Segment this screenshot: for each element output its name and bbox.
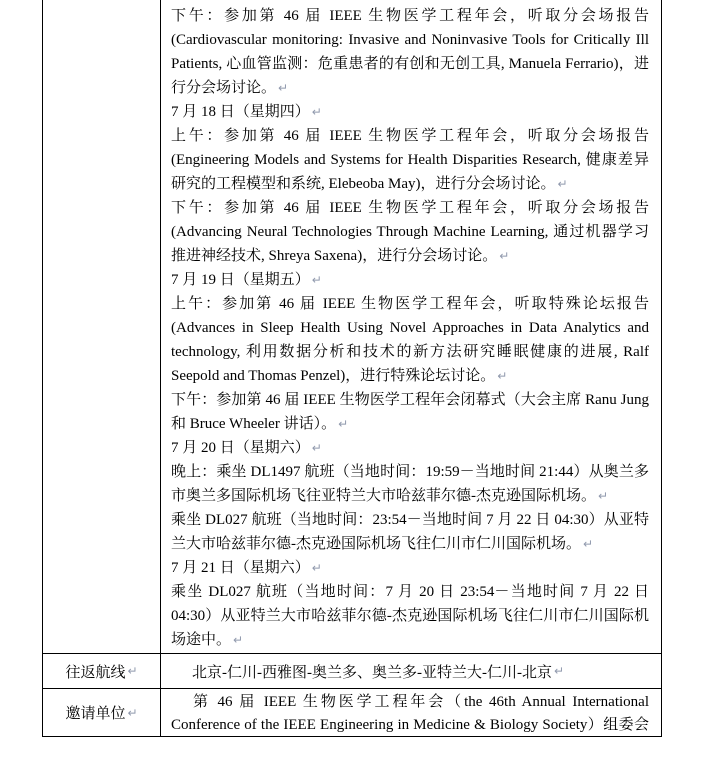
paragraph-activity-jul19-closing [171,388,649,436]
paragraph-activity-jul18-afternoon [171,196,649,268]
paragraph-mark: ↵ [311,105,322,119]
paragraph-flight-dl027-enroute [171,580,649,652]
paragraph-flight-dl027 [171,508,649,556]
itinerary-table [42,0,662,737]
paragraph-mark: ↵ [497,369,508,383]
paragraph-text: 7 月 20 日（星期六） [171,440,310,456]
paragraph-mark: ↵ [278,81,289,95]
paragraph-mark: ↵ [499,249,510,263]
route-content-cell [161,654,661,688]
schedule-content-cell [161,0,661,653]
paragraph-mark: ↵ [557,177,568,191]
schedule-row [43,0,661,653]
paragraph-date-jul19 [171,268,649,292]
paragraph-text: 下午：参加第 46 届 IEEE 生物医学工程年会，听取分会场报告(Cardiovascular monitoring: Invasive and Noninvasive Tools for Critically Ill Patients, 心血管监测：危重患者的有创和无创工具, Manuela Ferrario)，进行分会场讨论。 [171,8,649,96]
paragraph-text: 7 月 19 日（星期五） [171,272,310,288]
inviter-row [43,688,661,736]
paragraph-date-jul18 [171,100,649,124]
route-value: 北京-仁川-西雅图-奥兰多、奥兰多-亚特兰大-仁川-北京 [192,664,552,681]
inviter-label: 邀请单位 [65,706,126,722]
paragraph-activity-jul18-morning [171,124,649,196]
paragraph-text: 乘坐 DL027 航班（当地时间：7 月 20 日 23:54－当地时间 7 月 22 日 04:30）从亚特兰大市哈兹菲尔德-杰克逊国际机场飞往仁川市仁川国际机场途中。 [171,584,649,648]
paragraph-mark: ↵ [598,489,609,503]
paragraph-text: 上午：参加第 46 届 IEEE 生物医学工程年会，听取分会场报告(Engineering Models and Systems for Health Disparities Research, 健康差异研究的工程模型和系统, Elebeoba May)，进行分会场讨论。 [171,128,649,192]
inviter-value: 第 46 届 IEEE 生物医学工程年会（the 46th Annual International Conference of the IEEE Engineering in Medicine & Biology Society）组委会 [171,694,649,733]
schedule-label-cell-empty [43,0,161,653]
paragraph-text: 下午：参加第 46 届 IEEE 生物医学工程年会闭幕式（大会主席 Ranu Jung 和 Bruce Wheeler 讲话）。 [171,392,649,432]
paragraph-date-jul21 [171,556,649,580]
paragraph-text: 上午：参加第 46 届 IEEE 生物医学工程年会，听取特殊论坛报告(Advances in Sleep Health Using Novel Approaches in Data Analytics and technology, 利用数据分析和技术的新方法研究睡眠健康的进展, Ralf Seepold and Thomas Penzel)，进行特殊论坛讨论。 [171,296,649,384]
paragraph-mark: ↵ [127,664,138,678]
paragraph-activity-jul17-afternoon [171,4,649,100]
inviter-content-cell [161,689,661,736]
route-label: 往返航线 [65,664,126,681]
route-label-cell [43,654,161,688]
paragraph-mark: ↵ [338,417,349,431]
paragraph-date-jul22 [171,652,649,653]
paragraph-mark: ↵ [553,664,565,678]
paragraph-text: 7 月 18 日（星期四） [171,104,310,120]
paragraph-text: 晚上：乘坐 DL1497 航班（当地时间：19:59－当地时间 21:44）从奥兰多市奥兰多国际机场飞往亚特兰大市哈兹菲尔德-杰克逊国际机场。 [171,464,649,504]
paragraph-text: 乘坐 DL027 航班（当地时间：23:54－当地时间 7 月 22 日 04:30）从亚特兰大市哈兹菲尔德-杰克逊国际机场飞往仁川市仁川国际机场。 [171,512,649,552]
paragraph-text: 7 月 21 日（星期六） [171,560,310,576]
paragraph-date-jul20 [171,436,649,460]
paragraph-activity-jul19-morning [171,292,649,388]
inviter-label-cell [43,689,161,736]
paragraph-mark: ↵ [311,273,322,287]
paragraph-mark: ↵ [127,705,138,720]
paragraph-mark: ↵ [233,633,244,647]
paragraph-text: 下午：参加第 46 届 IEEE 生物医学工程年会，听取分会场报告(Advancing Neural Technologies Through Machine Learning, 通过机器学习推进神经技术, Shreya Saxena)，进行分会场讨论。 [171,200,649,264]
paragraph-mark: ↵ [583,537,594,551]
route-row [43,653,661,688]
paragraph-mark: ↵ [311,441,322,455]
paragraph-flight-dl1497 [171,460,649,508]
paragraph-mark: ↵ [311,561,322,575]
